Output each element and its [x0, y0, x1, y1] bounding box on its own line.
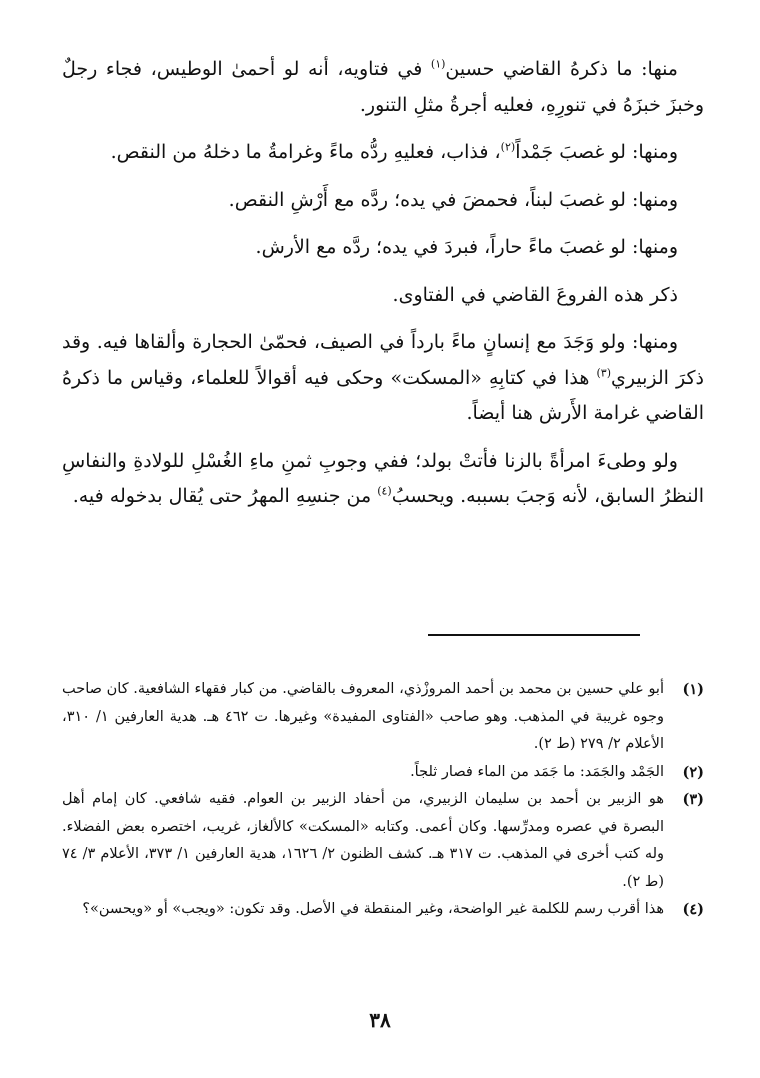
footnote-1	[62, 676, 704, 759]
footnote-number: (٣)	[682, 791, 704, 808]
paragraph-3: ومنها: لو غصبَ لبناً، فحمضَ في يده؛ ردَّه مع أَرْشِ النقص.	[228, 188, 678, 211]
footnote-ref-1[interactable]: (١)	[430, 57, 446, 71]
paragraph-1: منها: ما ذكرهُ القاضي حسين$^{(١)}$ في فتاويه، أنه لو أحمىٰ الوطيس، فجاء رجلٌ وخبزَ خبزَهُ في تنورِهِ، فعليه أجرةُ مثلِ التنور.	[62, 57, 704, 116]
footnote-text: هو الزبير بن أحمد بن سليمان الزبيري، من أحفاد الزبير بن العوام. فقيه شافعي. كان إمام أهل البصرة في عصره ومدرِّسها. وكان أعمى. وكتابه «المسكت» كالألغاز، غريب، اختصره بعض الفضلاء. وله كتب أخرى في المذهب. ت ٣١٧ هـ. كشف الظنون ٢/ ١٦٢٦، هدية العارفين ١/ ٣٧٣، الأعلام ٣/ ٧٤ (ط ٢).	[62, 791, 665, 890]
page-number: ٣٨	[369, 1008, 391, 1032]
footnote-ref-4[interactable]: (٤)	[377, 484, 392, 498]
footnote-ref-3[interactable]: (٣)	[596, 366, 611, 380]
paragraph-6: ومنها: ولو وَجَدَ مع إنسانٍ ماءً بارداً في الصيف، فحمّىٰ الحجارة وألقاها فيه. وقد ذكرَ الزبيري$^{(٣)}$ هذا في كتابِهِ «المسكت» وحكى فيه أقوالاً للعلماء، وقياس ما ذكرهُ القاضي غرامة الأَرش هنا أيضاً.	[62, 331, 704, 424]
paragraph-4: ومنها: لو غصبَ ماءً حاراً، فبردَ في يده؛ ردَّه مع الأرش.	[255, 236, 678, 258]
footnote-text: الجَمْد والجَمَد: ما جَمَد من الماء فصار ثلجاً.	[410, 763, 664, 780]
footnote-text: أبو علي حسين بن محمد بن أحمد المروزْذي، المعروف بالقاضي. من كبار فقهاء الشافعية. كان صاحب وجوه غريبة في المذهب. وهو صاحب «الفتاوى المفيدة» وغيرها. ت ٤٦٢ هـ. هدية العارفين ١/ ٣١٠، الأعلام ٢/ ٢٧٩ (ط ٢).	[62, 681, 664, 752]
footnote-3	[62, 786, 704, 896]
footnote-ref-2[interactable]: (٢)	[500, 140, 516, 154]
footnote-number: (١)	[682, 681, 704, 698]
paragraph-2: ومنها: لو غصبَ جَمْداً$^{(٢)}$، فذاب، فعليهِ ردُّه ماءً وغرامةُ ما دخلهُ من النقص.	[110, 140, 678, 163]
footnote-number: (٢)	[682, 763, 704, 781]
footnote-4	[62, 896, 704, 924]
paragraph-5: ذكر هذه الفروعَ القاضي في الفتاوى.	[392, 283, 678, 306]
footnotes	[62, 676, 704, 924]
footnote-separator	[428, 634, 640, 636]
footnote-number: (٤)	[682, 901, 704, 918]
paragraph-7: ولو وطىءَ امرأةً بالزنا فأتتْ بولد؛ ففي وجوبِ ثمنِ ماءِ الغُسْلِ للولادةِ والنفاسِ النظرُ السابق، لأنه وَجبَ بسببه. ويحسبُ$^{(٤)}$ من جنسِهِ المهرُ حتى يُقال بدخوله فيه.	[62, 449, 704, 507]
footnote-text: هذا أقرب رسم للكلمة غير الواضحة، وغير المنقطة في الأصل. وقد تكون: «ويجب» أو «ويحسن»؟	[82, 901, 664, 917]
footnote-2	[62, 759, 704, 787]
main-text	[62, 52, 704, 527]
